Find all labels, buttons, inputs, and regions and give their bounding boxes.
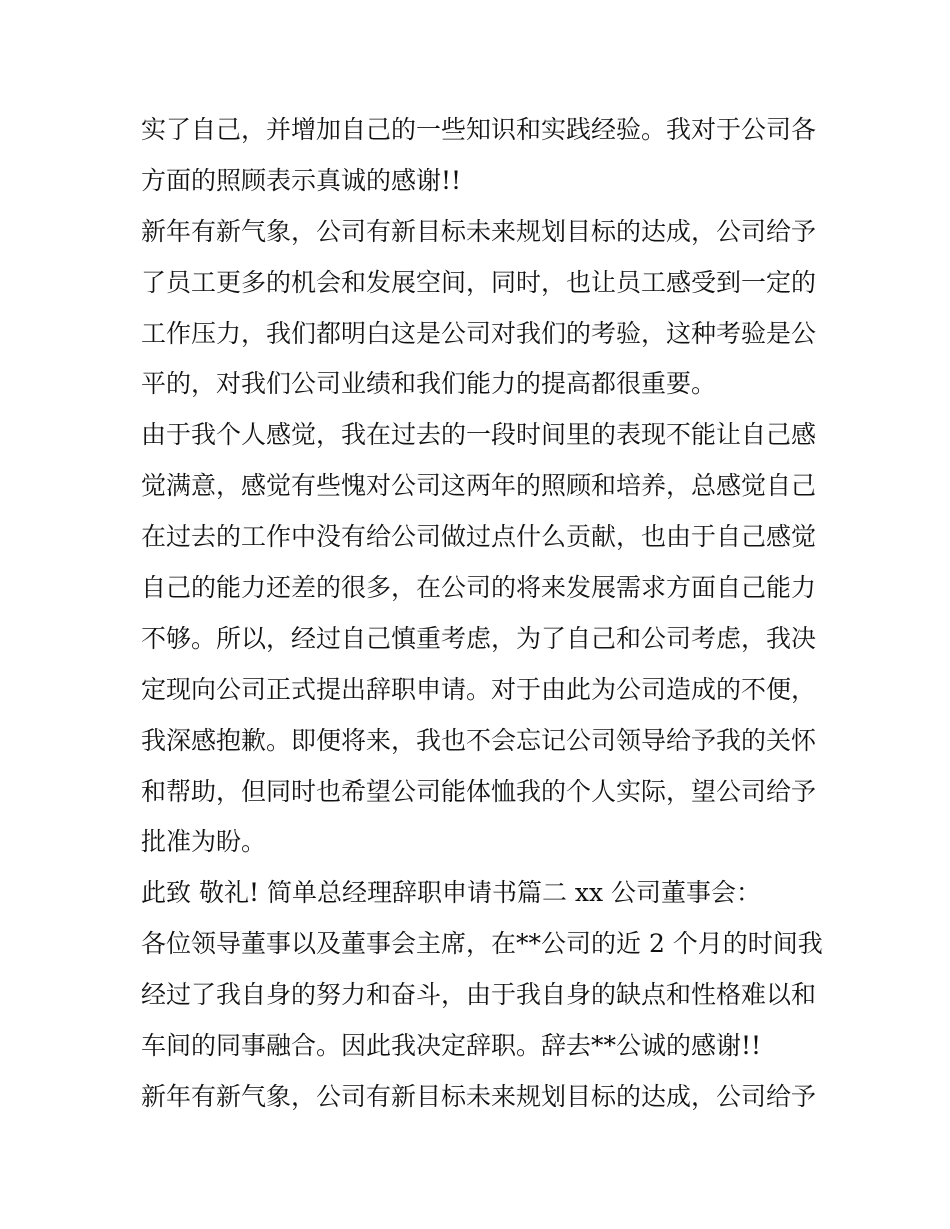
text-line: 由于我个人感觉，我在过去的一段时间里的表现不能让自己感 [141, 420, 817, 450]
text-line: 此致 敬礼! 简单总经理辞职申请书篇二 xx 公司董事会： [141, 878, 762, 908]
text-line: 我深感抱歉。即便将来，我也不会忘记公司领导给予我的关怀 [141, 725, 817, 755]
text-line: 批准为盼。 [141, 827, 267, 857]
text-line: 实了自己，并增加自己的一些知识和实践经验。我对于公司各 [141, 115, 817, 144]
text-line: 定现向公司正式提出辞职申请。对于由此为公司造成的不便， [141, 674, 817, 704]
body-text [141, 105, 821, 1123]
text-line: 不够。所以，经过自己慎重考虑，为了自己和公司考虑，我决 [141, 623, 817, 653]
text-line: 自己的能力还差的很多，在公司的将来发展需求方面自己能力 [141, 573, 817, 603]
text-line: 工作压力，我们都明白这是公司对我们的考验，这种考验是公 [141, 318, 817, 348]
text-line: 平的，对我们公司业绩和我们能力的提高都很重要。 [141, 369, 717, 399]
text-line: 新年有新气象，公司有新目标未来规划目标的达成，公司给予 [141, 216, 817, 246]
text-line: 各位领导董事以及董事会主席，在**公司的近 2 个月的时间我 [141, 929, 823, 959]
text-line: 新年有新气象，公司有新目标未来规划目标的达成，公司给予 [141, 1081, 817, 1111]
text-line: 和帮助，但同时也希望公司能体恤我的个人实际，望公司给予 [141, 776, 817, 806]
text-line: 觉满意，感觉有些愧对公司这两年的照顾和培养，总感觉自己 [141, 471, 817, 501]
text-line: 车间的同事融合。因此我决定辞职。辞去**公诚的感谢!! [141, 1031, 762, 1061]
text-line: 经过了我自身的努力和奋斗，由于我自身的缺点和性格难以和 [141, 980, 817, 1010]
text-line: 在过去的工作中没有给公司做过点什么贡献，也由于自己感觉 [141, 522, 817, 552]
text-line: 了员工更多的机会和发展空间，同时，也让员工感受到一定的 [141, 267, 817, 297]
text-line: 方面的照顾表示真诚的感谢!! [141, 165, 462, 195]
